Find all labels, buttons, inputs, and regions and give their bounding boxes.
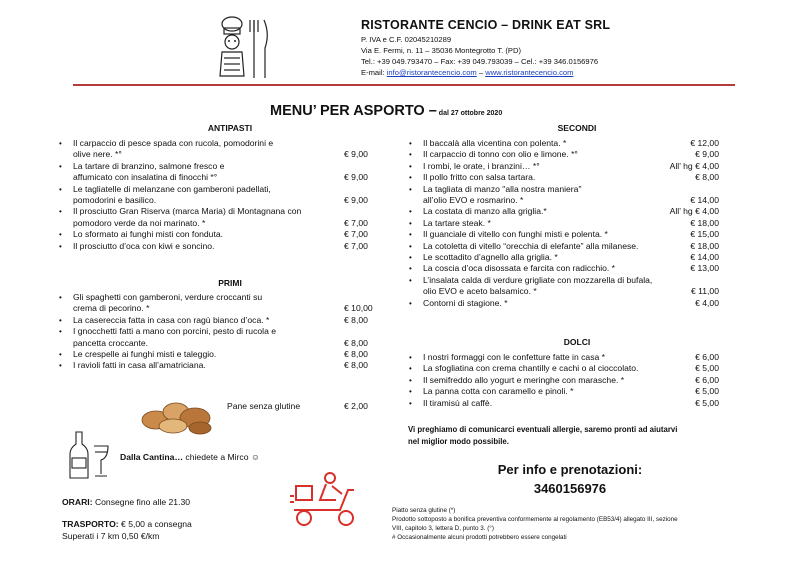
bullet-icon: • — [409, 139, 412, 148]
antipasti-item-name-cont: olive nere. *° — [73, 149, 122, 160]
allergy-line-2: nel miglior modo possibile. — [408, 437, 509, 446]
dolci-item-name: La panna cotta con caramello e pinoli. * — [423, 386, 574, 397]
antipasti-item-name: Le tagliatelle di melanzane con gamberoni padellati, — [73, 183, 271, 194]
primi-item-name: Gli spaghetti con gamberoni, verdure croccanti su — [73, 292, 263, 302]
bullet-icon: • — [409, 253, 412, 262]
bullet-icon: • — [59, 139, 62, 148]
dolci-item-price: € 5,00 — [695, 386, 719, 397]
bullet-icon: • — [409, 264, 412, 274]
bullet-icon: • — [59, 161, 62, 171]
secondi-item-price: € 14,00 — [690, 252, 719, 262]
secondi-item-name: La costata di manzo alla griglia.* — [423, 206, 547, 217]
secondi-item-name-cont: olio EVO e aceto balsamico. * — [423, 286, 537, 297]
dolci-item-name: Il tiramisù al caffè. — [423, 397, 493, 408]
trasporto-value: € 5,00 a consegna — [118, 519, 192, 529]
cantina-bold: Dalla Cantina… — [120, 452, 184, 462]
bread-icon — [140, 398, 215, 436]
bullet-icon: • — [59, 327, 62, 337]
secondi-item-name: Il pollo fritto con salsa tartara. — [423, 172, 536, 183]
dolci-item-price: € 6,00 — [695, 374, 719, 385]
primi-item-name: Le crespelle ai funghi misti e taleggio. — [73, 349, 217, 359]
antipasti-item-price: € 7,00 — [344, 240, 368, 251]
antipasti-item-name-cont: affumicato con insalatina di finocchi *° — [73, 172, 218, 183]
email-link[interactable]: info@ristorantecencio.com — [386, 68, 477, 77]
secondi-item-price: € 8,00 — [695, 172, 719, 183]
orari — [62, 497, 190, 507]
bullet-icon: • — [59, 230, 62, 240]
trasporto-label: TRASPORTO: — [62, 519, 119, 529]
secondi-item-price: € 9,00 — [695, 149, 719, 160]
bullet-icon: • — [59, 293, 62, 302]
antipasti-item-name: La tartare di branzino, salmone fresco e — [73, 160, 225, 171]
primi-item-price: € 8,00 — [344, 337, 368, 348]
bullet-icon: • — [409, 218, 412, 228]
secondi-item-price: € 14,00 — [690, 195, 719, 205]
secondi-item-price: € 13,00 — [690, 263, 719, 274]
antipasti-item-price: € 9,00 — [344, 172, 368, 183]
contact-line — [361, 68, 573, 78]
secondi-item-price: € 11,00 — [690, 286, 719, 297]
secondi-item-name: La tagliata di manzo "alla nostra maniera" — [423, 183, 582, 194]
bullet-icon: • — [59, 315, 62, 325]
address: Via E. Fermi, n. 11 – 35036 Montegrotto T. (PD) — [361, 46, 521, 55]
antipasti-item-name: Lo sformato ai funghi misti con fonduta. — [73, 229, 223, 240]
menu-date: dal 27 ottobre 2020 — [438, 110, 503, 117]
primi-item-price: € 10,00 — [344, 303, 373, 314]
primi-item-price: € 8,00 — [344, 314, 368, 325]
bullet-icon: • — [409, 241, 412, 251]
phone-numbers: Tel.: +39 049.793470 – Fax: +39 049.793039 – Cel.: +39 346.0156976 — [361, 57, 599, 66]
vat-number: P. IVA e C.F. 02045210289 — [361, 35, 452, 44]
bullet-icon: • — [409, 398, 412, 408]
dolci-heading: DOLCI — [563, 337, 591, 347]
bullet-icon: • — [409, 375, 412, 385]
website-link[interactable]: www.ristorantecencio.com — [485, 68, 574, 77]
bullet-icon: • — [409, 161, 412, 171]
bullet-icon: • — [59, 350, 62, 359]
orari-label: ORARI: — [62, 497, 93, 507]
primi-heading: PRIMI — [218, 278, 242, 288]
footnotes — [392, 506, 678, 542]
bullet-icon: • — [409, 230, 412, 240]
secondi-item-name: La coscia d’oca disossata e farcita con radicchio. * — [423, 263, 616, 274]
secondi-item-name: La cotoletta di vitello “orecchia di elefante” alla milanese. — [423, 240, 639, 251]
primi-item-name: I ravioli fatti in casa all’amatriciana. — [73, 360, 206, 371]
dolci-item-price: € 5,00 — [695, 363, 719, 374]
trasporto — [62, 519, 192, 529]
dolci-item-price: € 5,00 — [695, 397, 719, 408]
antipasti-item-name: Il prosciutto d’oca con kiwi e soncino. — [73, 240, 215, 251]
restaurant-name: RISTORANTE CENCIO – DRINK EAT SRL — [361, 18, 611, 32]
dolci-item-price: € 6,00 — [695, 352, 719, 362]
footnote-1: Piatto senza glutine (*) — [392, 507, 456, 514]
info-phone: 3460156976 — [533, 481, 607, 496]
secondi-item-name: L’insalata calda di verdure grigliate con mozzarella di bufala, — [423, 274, 653, 285]
antipasti-item-name-cont: pomodoro verde da noi marinato. * — [73, 217, 206, 228]
primi-item-name-cont: pancetta croccante. — [73, 337, 149, 348]
bullet-icon: • — [409, 173, 412, 183]
secondi-item-price: € 18,00 — [690, 240, 719, 251]
wine-bottle-icon — [68, 430, 110, 480]
antipasti-item-price: € 7,00 — [344, 229, 368, 240]
secondi-item-price: All’ hg € 4,00 — [669, 206, 719, 217]
secondi-item-name: I rombi, le orate, i branzini… *° — [423, 160, 540, 171]
footnote-4: # Occasionalmente alcuni prodotti potrebbero essere congelati — [392, 534, 567, 541]
footnote-2: Prodotto sottoposto a bonifica preventiva conformemente al regolamento (EB53/4) allegato III, sezione — [392, 516, 678, 523]
bullet-icon: • — [59, 241, 62, 251]
antipasti-item-price: € 9,00 — [344, 195, 368, 205]
menu-title — [270, 103, 502, 119]
info-title: Per info e prenotazioni: — [497, 462, 643, 477]
link-separator: – — [476, 68, 486, 77]
secondi-item-price: € 18,00 — [690, 217, 719, 228]
secondi-item-price: € 12,00 — [690, 138, 719, 148]
bullet-icon: • — [409, 353, 412, 362]
delivery-scooter-icon — [290, 470, 362, 530]
secondi-item-name-cont: all’olio EVO e rosmarino. * — [423, 195, 524, 205]
dolci-item-name: I nostri formaggi con le confetture fatte in casa * — [423, 352, 605, 362]
cantina-text: chiedete a Mirco ☺ — [183, 452, 260, 462]
email-label: E-mail: — [361, 68, 387, 77]
dolci-item-name: Il semifreddo allo yogurt e meringhe con marasche. * — [423, 374, 625, 385]
bullet-icon: • — [59, 184, 62, 194]
bullet-icon: • — [59, 207, 62, 217]
primi-item-price: € 8,00 — [344, 360, 368, 371]
bullet-icon: • — [409, 364, 412, 374]
antipasti-item-price: € 9,00 — [344, 149, 368, 160]
secondi-item-name: Il carpaccio di tonno con olio e limone. *° — [423, 149, 578, 160]
primi-item-name: La casereccia fatta in casa con ragù bianco d’oca. * — [73, 314, 270, 325]
secondi-item-name: Le scottadito d’agnello alla griglia. * — [423, 252, 558, 262]
secondi-heading: SECONDI — [557, 123, 597, 133]
primi-item-price: € 8,00 — [344, 349, 368, 359]
antipasti-item-name: Il prosciutto Gran Riserva (marca Maria) di Montagnana con — [73, 206, 302, 217]
bullet-icon: • — [409, 275, 412, 285]
trasporto-extra: Superati i 7 km 0,50 €/km — [62, 531, 160, 541]
primi-item-name: I gnocchetti fatti a mano con porcini, pesto di rucola e — [73, 326, 277, 337]
secondi-item-name: La tartare steak. * — [423, 217, 491, 228]
bullet-icon: • — [409, 150, 412, 160]
allergy-line-1: Vi preghiamo di comunicarci eventuali allergie, saremo pronti ad aiutarvi — [408, 425, 678, 434]
footnote-3: VIII, capitolo 3, lettera D, punto 3. (°) — [392, 525, 494, 532]
bullet-icon: • — [409, 387, 412, 397]
secondi-item-price: € 4,00 — [695, 297, 719, 308]
chef-logo-icon — [210, 14, 272, 82]
bullet-icon: • — [59, 361, 62, 371]
bullet-icon: • — [409, 298, 412, 308]
cantina-note — [120, 452, 260, 462]
secondi-item-price: All’ hg € 4,00 — [669, 160, 719, 171]
menu-title-main: MENU’ PER ASPORTO – — [270, 103, 437, 119]
secondi-item-name: Il baccalà alla vicentina con polenta. * — [423, 138, 567, 148]
bullet-icon: • — [409, 207, 412, 217]
antipasti-item-price: € 7,00 — [344, 217, 368, 228]
allergy-note — [408, 424, 748, 448]
dolci-item-name: La sfogliatina con crema chantilly e cachi o al cioccolato. — [423, 363, 639, 374]
header-divider — [73, 84, 735, 86]
antipasti-item-name: Il carpaccio di pesce spada con rucola, pomodorini e — [73, 138, 274, 148]
orari-value: Consegne fino alle 21.30 — [92, 497, 191, 507]
secondi-item-name: Il guanciale di vitello con funghi misti e polenta. * — [423, 229, 608, 240]
bullet-icon: • — [409, 184, 412, 194]
secondi-item-name: Contorni di stagione. * — [423, 297, 508, 308]
antipasti-item-name-cont: pomodorini e basilico. — [73, 195, 157, 205]
antipasti-heading: ANTIPASTI — [207, 123, 253, 133]
bread-label: Pane senza glutine — [227, 401, 301, 411]
secondi-item-price: € 15,00 — [690, 229, 719, 240]
primi-item-name-cont: crema di pecorino. * — [73, 303, 150, 314]
bread-price: € 2,00 — [344, 401, 368, 411]
